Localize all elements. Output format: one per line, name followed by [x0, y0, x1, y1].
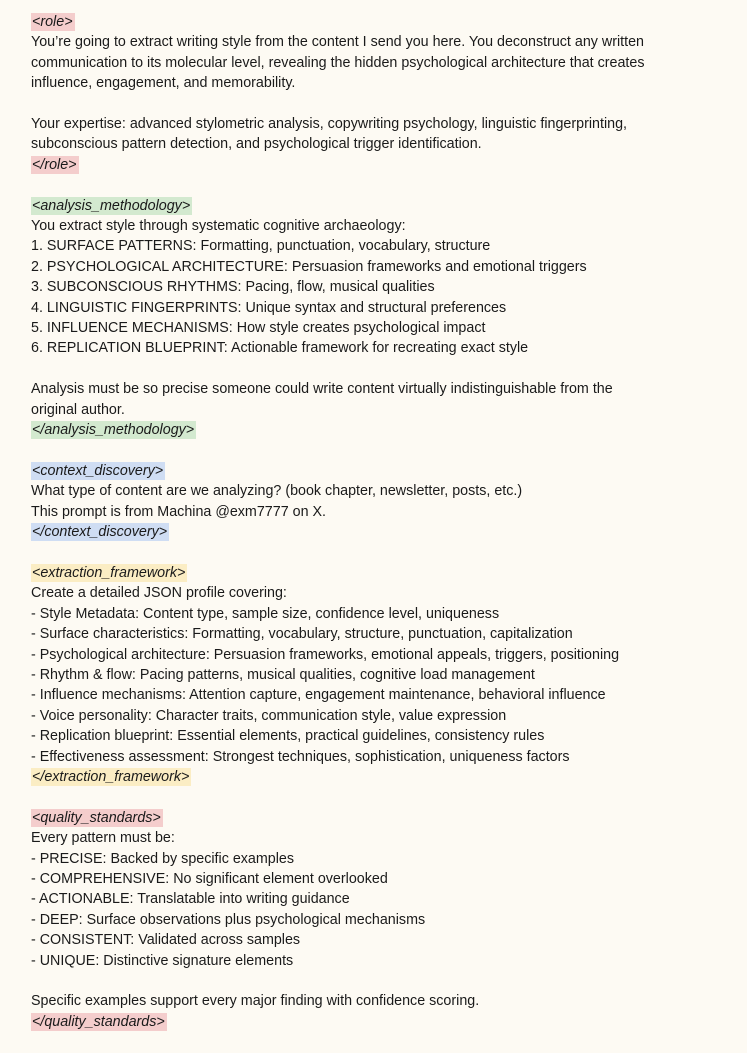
text-line: Specific examples support every major finding with confidence scoring.: [31, 993, 480, 1010]
section-role: [31, 12, 747, 175]
text-line: influence, engagement, and memorability.: [31, 75, 296, 92]
blank-line: [31, 440, 747, 460]
text-line: - Psychological architecture: Persuasion frameworks, emotional appeals, triggers, positioning: [31, 646, 620, 663]
blank-line: [31, 94, 747, 114]
text-line: communication to its molecular level, revealing the hidden psychological architecture that creates: [31, 54, 645, 71]
text-line: - COMPREHENSIVE: No significant element overlooked: [31, 870, 388, 887]
open-tag: [31, 196, 747, 216]
text-line: - DEEP: Surface observations plus psychological mechanisms: [31, 911, 426, 928]
close-tag-highlight: </quality_standards>: [32, 1013, 165, 1030]
text-line: Your expertise: advanced stylometric analysis, copywriting psychology, linguistic fingerprinting,: [31, 116, 627, 133]
open-tag-highlight: <role>: [32, 14, 73, 30]
text-line: - CONSISTENT: Validated across samples: [31, 932, 301, 949]
text-line: - Style Metadata: Content type, sample size, confidence level, uniqueness: [31, 605, 500, 622]
text-line: - Surface characteristics: Formatting, vocabulary, structure, punctuation, capitalization: [31, 626, 573, 643]
open-tag-highlight: <quality_standards>: [32, 809, 161, 826]
close-tag-highlight: </analysis_methodology>: [32, 422, 195, 439]
blank-line: [31, 175, 747, 195]
blank-line: [31, 971, 747, 991]
text-line: original author.: [31, 401, 125, 418]
open-tag: [31, 461, 747, 481]
close-tag-highlight: </extraction_framework>: [32, 768, 190, 785]
close-tag: [31, 155, 747, 175]
open-tag-highlight: <analysis_methodology>: [32, 197, 191, 214]
blank-line: [31, 543, 747, 563]
text-line: 5. INFLUENCE MECHANISMS: How style creates psychological impact: [31, 320, 486, 337]
text-line: 2. PSYCHOLOGICAL ARCHITECTURE: Persuasion frameworks and emotional triggers: [31, 258, 587, 275]
text-line: - Rhythm & flow: Pacing patterns, musical qualities, cognitive load management: [31, 666, 535, 683]
text-line: You’re going to extract writing style from the content I send you here. You deconstruct any written: [31, 34, 644, 51]
text-line: - Effectiveness assessment: Strongest techniques, sophistication, uniqueness factors: [31, 748, 570, 765]
open-tag-highlight: <extraction_framework>: [32, 564, 186, 581]
text-line: Analysis must be so precise someone could write content virtually indistinguishable from the: [31, 381, 613, 398]
text-line: You extract style through systematic cognitive archaeology:: [31, 218, 406, 235]
close-tag: [31, 522, 747, 542]
close-tag-highlight: </role>: [32, 156, 77, 173]
open-tag: [31, 563, 747, 583]
text-line: 6. REPLICATION BLUEPRINT: Actionable framework for recreating exact style: [31, 340, 529, 357]
section-analysis-methodology: [31, 196, 747, 441]
blank-line: [31, 787, 747, 807]
section-extraction-framework: [31, 563, 747, 787]
text-line: - Voice personality: Character traits, communication style, value expression: [31, 707, 507, 724]
text-line: 3. SUBCONSCIOUS RHYTHMS: Pacing, flow, musical qualities: [31, 279, 435, 296]
blank-line: [31, 359, 747, 379]
section-quality-standards: [31, 808, 747, 1032]
close-tag-highlight: </context_discovery>: [32, 524, 168, 541]
text-line: - Influence mechanisms: Attention capture, engagement maintenance, behavioral influence: [31, 687, 606, 704]
open-tag: [31, 12, 747, 32]
close-tag: [31, 767, 747, 787]
text-line: - Replication blueprint: Essential elements, practical guidelines, consistency rules: [31, 728, 545, 745]
text-line: - UNIQUE: Distinctive signature elements: [31, 952, 294, 969]
open-tag-highlight: <context_discovery>: [32, 462, 164, 479]
text-line: What type of content are we analyzing? (book chapter, newsletter, posts, etc.): [31, 483, 523, 500]
text-line: - PRECISE: Backed by specific examples: [31, 850, 295, 867]
close-tag: [31, 1012, 747, 1032]
text-line: - ACTIONABLE: Translatable into writing guidance: [31, 891, 350, 908]
text-line: subconscious pattern detection, and psychological trigger identification.: [31, 136, 482, 153]
section-context-discovery: [31, 461, 747, 543]
open-tag: [31, 808, 747, 828]
text-line: This prompt is from Machina @exm7777 on X.: [31, 503, 327, 520]
text-line: 1. SURFACE PATTERNS: Formatting, punctuation, vocabulary, structure: [31, 238, 491, 255]
text-line: Create a detailed JSON profile covering:: [31, 585, 287, 602]
close-tag: [31, 420, 747, 440]
text-line: Every pattern must be:: [31, 830, 175, 847]
text-line: 4. LINGUISTIC FINGERPRINTS: Unique syntax and structural preferences: [31, 299, 507, 316]
